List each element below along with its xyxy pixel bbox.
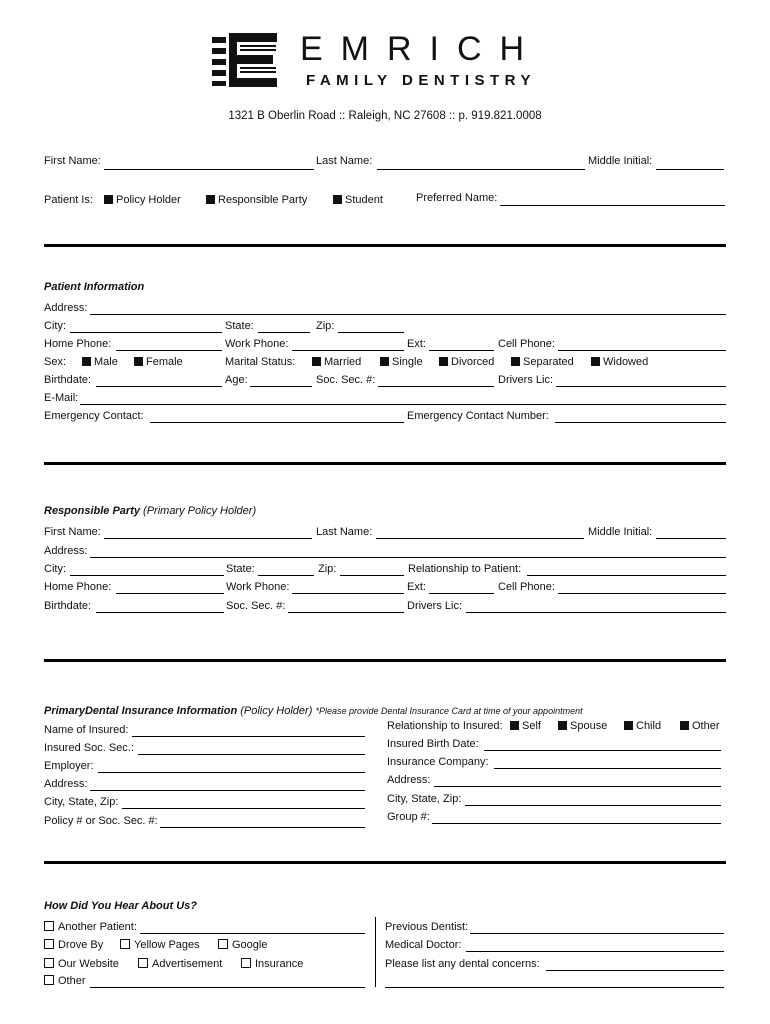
group-label: Group #: bbox=[387, 811, 430, 823]
insurance-company-field[interactable] bbox=[494, 768, 721, 769]
checkbox-icon bbox=[312, 357, 321, 366]
last-name-field[interactable] bbox=[377, 169, 585, 170]
sex-label: Sex: bbox=[44, 356, 67, 368]
insured-birth-date-label: Insured Birth Date: bbox=[387, 738, 479, 750]
rp-drivers-lic-label: Drivers Lic: bbox=[407, 600, 463, 612]
dental-concerns-label: Please list any dental concerns: bbox=[385, 958, 540, 970]
policy-holder-option[interactable]: Policy Holder bbox=[104, 194, 181, 206]
ssn-label: Soc. Sec. #: bbox=[316, 374, 376, 386]
child-option[interactable]: Child bbox=[624, 720, 661, 732]
another-patient-field[interactable] bbox=[140, 933, 365, 934]
checkbox-icon bbox=[558, 721, 567, 730]
checkbox-icon bbox=[104, 195, 113, 204]
city-state-zip-label: City, State, Zip: bbox=[44, 796, 119, 808]
rp-address-field[interactable] bbox=[90, 557, 726, 558]
checkbox-icon bbox=[44, 958, 54, 968]
section-divider bbox=[44, 659, 726, 662]
checkbox-icon bbox=[44, 975, 54, 985]
first-name-label: First Name: bbox=[44, 155, 101, 167]
checkbox-icon bbox=[680, 721, 689, 730]
medical-doctor-field[interactable] bbox=[466, 951, 724, 952]
home-phone-field[interactable] bbox=[116, 350, 222, 351]
rp-home-phone-field[interactable] bbox=[116, 593, 224, 594]
hear-about-us-title: How Did You Hear About Us? bbox=[44, 900, 197, 912]
checkbox-icon bbox=[591, 357, 600, 366]
email-field[interactable] bbox=[80, 404, 726, 405]
other-option[interactable]: Other bbox=[680, 720, 720, 732]
middle-initial-field[interactable] bbox=[656, 169, 724, 170]
ins-address-r-field[interactable] bbox=[434, 786, 721, 787]
zip-label: Zip: bbox=[316, 320, 335, 332]
other-source-field[interactable] bbox=[90, 987, 365, 988]
checkbox-icon bbox=[333, 195, 342, 204]
ext-label: Ext: bbox=[407, 338, 426, 350]
drove-by-option[interactable]: Drove By bbox=[44, 939, 103, 951]
rp-middle-initial-field[interactable] bbox=[656, 538, 726, 539]
rp-ext-label: Ext: bbox=[407, 581, 426, 593]
other-source-option[interactable]: Other bbox=[44, 975, 86, 987]
another-patient-option[interactable]: Another Patient: bbox=[44, 921, 137, 933]
insurance-option[interactable]: Insurance bbox=[241, 958, 303, 970]
ins-address-r-label: Address: bbox=[387, 774, 431, 786]
insurance-title: PrimaryDental Insurance Information (Policy Holder) *Please provide Dental Insurance Card at time of your appointment bbox=[44, 705, 583, 717]
patient-is-label: Patient Is: bbox=[44, 194, 93, 206]
city-field[interactable] bbox=[70, 332, 222, 333]
patient-information-title: Patient Information bbox=[44, 281, 145, 293]
address-field[interactable] bbox=[90, 314, 726, 315]
emergency-contact-number-field[interactable] bbox=[555, 422, 726, 423]
preferred-name-field[interactable] bbox=[500, 205, 725, 206]
checkbox-icon bbox=[624, 721, 633, 730]
separated-option[interactable]: Separated bbox=[511, 356, 574, 368]
state-field[interactable] bbox=[258, 332, 310, 333]
checkbox-icon bbox=[120, 939, 130, 949]
advertisement-option[interactable]: Advertisement bbox=[138, 958, 222, 970]
work-phone-label: Work Phone: bbox=[225, 338, 289, 350]
yellow-pages-option[interactable]: Yellow Pages bbox=[120, 939, 200, 951]
checkbox-icon bbox=[380, 357, 389, 366]
medical-doctor-label: Medical Doctor: bbox=[385, 939, 462, 951]
rp-state-label: State: bbox=[226, 563, 255, 575]
responsible-party-option[interactable]: Responsible Party bbox=[206, 194, 307, 206]
rp-relationship-label: Relationship to Patient: bbox=[408, 563, 522, 575]
rp-city-field[interactable] bbox=[70, 575, 224, 576]
insured-birth-date-field[interactable] bbox=[484, 750, 721, 751]
ssn-field[interactable] bbox=[378, 386, 494, 387]
previous-dentist-field[interactable] bbox=[470, 933, 724, 934]
state-label: State: bbox=[225, 320, 254, 332]
checkbox-icon bbox=[44, 921, 54, 931]
email-label: E-Mail: bbox=[44, 392, 79, 404]
single-option[interactable]: Single bbox=[380, 356, 423, 368]
city-state-zip-field[interactable] bbox=[122, 808, 365, 809]
ins-address-field[interactable] bbox=[90, 790, 365, 791]
marital-status-label: Marital Status: bbox=[225, 356, 296, 368]
insurance-company-label: Insurance Company: bbox=[387, 756, 489, 768]
rp-cell-phone-label: Cell Phone: bbox=[498, 581, 555, 593]
drivers-lic-field[interactable] bbox=[556, 386, 726, 387]
rp-state-field[interactable] bbox=[258, 575, 314, 576]
rp-zip-field[interactable] bbox=[340, 575, 404, 576]
male-option[interactable]: Male bbox=[82, 356, 118, 368]
column-divider bbox=[375, 917, 376, 987]
age-label: Age: bbox=[225, 374, 248, 386]
spouse-option[interactable]: Spouse bbox=[558, 720, 607, 732]
ins-address-label: Address: bbox=[44, 778, 88, 790]
our-website-option[interactable]: Our Website bbox=[44, 958, 119, 970]
rp-city-label: City: bbox=[44, 563, 66, 575]
preferred-name-label: Preferred Name: bbox=[416, 192, 498, 204]
rp-address-label: Address: bbox=[44, 545, 88, 557]
policy-number-label: Policy # or Soc. Sec. #: bbox=[44, 815, 158, 827]
name-of-insured-field[interactable] bbox=[132, 736, 365, 737]
zip-field[interactable] bbox=[338, 332, 404, 333]
rp-home-phone-label: Home Phone: bbox=[44, 581, 112, 593]
rp-relationship-field[interactable] bbox=[527, 575, 726, 576]
google-option[interactable]: Google bbox=[218, 939, 267, 951]
brand-name: EMRICH bbox=[300, 30, 543, 68]
divorced-option[interactable]: Divorced bbox=[439, 356, 494, 368]
ext-field[interactable] bbox=[429, 350, 494, 351]
dental-concerns-field[interactable] bbox=[546, 970, 724, 971]
checkbox-icon bbox=[44, 939, 54, 949]
rp-middle-initial-label: Middle Initial: bbox=[588, 526, 653, 538]
rp-first-name-label: First Name: bbox=[44, 526, 101, 538]
policy-number-field[interactable] bbox=[160, 827, 365, 828]
previous-dentist-label: Previous Dentist: bbox=[385, 921, 469, 933]
married-option[interactable]: Married bbox=[312, 356, 361, 368]
checkbox-icon bbox=[241, 958, 251, 968]
insured-ssn-field[interactable] bbox=[138, 754, 365, 755]
checkbox-icon bbox=[206, 195, 215, 204]
address-label: Address: bbox=[44, 302, 88, 314]
age-field[interactable] bbox=[250, 386, 312, 387]
rp-ext-field[interactable] bbox=[429, 593, 494, 594]
checkbox-icon bbox=[218, 939, 228, 949]
insured-ssn-label: Insured Soc. Sec.: bbox=[44, 742, 134, 754]
responsible-party-title: Responsible Party (Primary Policy Holder) bbox=[44, 505, 257, 517]
brand-subtitle: FAMILY DENTISTRY bbox=[306, 72, 536, 89]
emergency-contact-number-label: Emergency Contact Number: bbox=[407, 410, 549, 422]
rp-birthdate-label: Birthdate: bbox=[44, 600, 92, 612]
widowed-option[interactable]: Widowed bbox=[591, 356, 648, 368]
checkbox-icon bbox=[510, 721, 519, 730]
group-field[interactable] bbox=[432, 823, 721, 824]
drivers-lic-label: Drivers Lic: bbox=[498, 374, 554, 386]
female-option[interactable]: Female bbox=[134, 356, 183, 368]
work-phone-field[interactable] bbox=[292, 350, 404, 351]
checkbox-icon bbox=[511, 357, 520, 366]
section-divider bbox=[44, 462, 726, 465]
city-state-zip-r-label: City, State, Zip: bbox=[387, 793, 462, 805]
rp-drivers-lic-field[interactable] bbox=[466, 612, 726, 613]
emergency-contact-label: Emergency Contact: bbox=[44, 410, 144, 422]
checkbox-icon bbox=[138, 958, 148, 968]
employer-field[interactable] bbox=[98, 772, 365, 773]
section-divider bbox=[44, 244, 726, 247]
first-name-field[interactable] bbox=[104, 169, 314, 170]
city-state-zip-r-field[interactable] bbox=[465, 805, 721, 806]
rp-cell-phone-field[interactable] bbox=[558, 593, 726, 594]
dental-concerns-field-2[interactable] bbox=[385, 987, 724, 988]
rp-birthdate-field[interactable] bbox=[96, 612, 224, 613]
name-of-insured-label: Name of Insured: bbox=[44, 724, 129, 736]
rp-first-name-field[interactable] bbox=[104, 538, 312, 539]
rp-work-phone-field[interactable] bbox=[292, 593, 404, 594]
checkbox-icon bbox=[82, 357, 91, 366]
middle-initial-label: Middle Initial: bbox=[588, 155, 653, 167]
rp-ssn-field[interactable] bbox=[288, 612, 404, 613]
relationship-to-insured-label: Relationship to Insured: bbox=[387, 720, 503, 732]
rp-ssn-label: Soc. Sec. #: bbox=[226, 600, 286, 612]
city-label: City: bbox=[44, 320, 66, 332]
checkbox-icon bbox=[134, 357, 143, 366]
rp-last-name-label: Last Name: bbox=[316, 526, 373, 538]
last-name-label: Last Name: bbox=[316, 155, 373, 167]
rp-work-phone-label: Work Phone: bbox=[226, 581, 290, 593]
rp-zip-label: Zip: bbox=[318, 563, 337, 575]
home-phone-label: Home Phone: bbox=[44, 338, 112, 350]
birthdate-label: Birthdate: bbox=[44, 374, 92, 386]
birthdate-field[interactable] bbox=[96, 386, 222, 387]
practice-address: 1321 B Oberlin Road :: Raleigh, NC 27608 :: p. 919.821.0008 bbox=[228, 110, 542, 122]
logo-mark-icon bbox=[212, 33, 280, 87]
section-divider bbox=[44, 861, 726, 864]
emergency-contact-field[interactable] bbox=[150, 422, 404, 423]
rp-last-name-field[interactable] bbox=[376, 538, 584, 539]
employer-label: Employer: bbox=[44, 760, 94, 772]
self-option[interactable]: Self bbox=[510, 720, 541, 732]
checkbox-icon bbox=[439, 357, 448, 366]
cell-phone-field[interactable] bbox=[558, 350, 726, 351]
cell-phone-label: Cell Phone: bbox=[498, 338, 555, 350]
student-option[interactable]: Student bbox=[333, 194, 383, 206]
